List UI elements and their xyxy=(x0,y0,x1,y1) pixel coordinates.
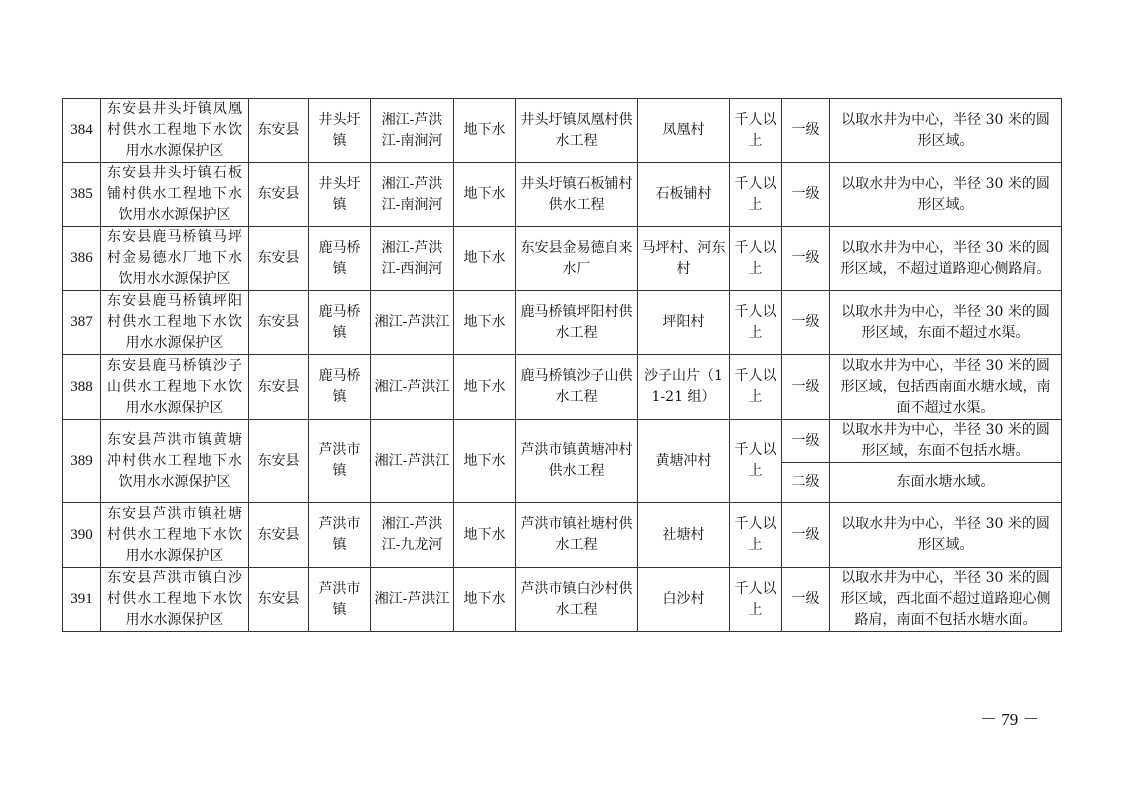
table-row xyxy=(63,568,1062,632)
scale-cell: 千人以上 xyxy=(730,568,782,632)
protection-zone-name: 东安县芦洪市镇白沙村供水工程地下水饮用水水源保护区 xyxy=(101,568,249,632)
protection-scope-cell: 以取水井为中心，半径 30 米的圆形区域，西北面不超过道路迎心侧路肩，南面不包括水塘水面。 xyxy=(830,568,1062,632)
protection-scope-cell: 以取水井为中心，半径 30 米的圆形区域。 xyxy=(830,503,1062,568)
table-row xyxy=(63,503,1062,568)
table-row xyxy=(63,163,1062,227)
river-basin-cell: 湘江-芦洪江-南涧河 xyxy=(371,163,454,227)
river-basin-cell: 湘江-芦洪江-九龙河 xyxy=(371,503,454,568)
county-cell: 东安县 xyxy=(249,568,309,632)
protection-zone-name: 东安县井头圩镇石板铺村供水工程地下水饮用水水源保护区 xyxy=(101,163,249,227)
county-cell: 东安县 xyxy=(249,291,309,355)
protection-zone-name: 东安县芦洪市镇社塘村供水工程地下水饮用水水源保护区 xyxy=(101,503,249,568)
protection-scope-cell: 东面水塘水域。 xyxy=(830,463,1062,503)
table-row xyxy=(63,291,1062,355)
protection-scope-cell: 以取水井为中心，半径 30 米的圆形区域。 xyxy=(830,99,1062,163)
county-cell: 东安县 xyxy=(249,163,309,227)
protection-scope-cell: 以取水井为中心，半径 30 米的圆形区域。 xyxy=(830,163,1062,227)
scale-cell: 千人以上 xyxy=(730,163,782,227)
scale-cell: 千人以上 xyxy=(730,291,782,355)
protection-scope-cell: 以取水井为中心，半径 30 米的圆形区域，东面不包括水塘。 xyxy=(830,420,1062,463)
service-village-cell: 社塘村 xyxy=(638,503,730,568)
river-basin-cell: 湘江-芦洪江-南涧河 xyxy=(371,99,454,163)
protection-level-cell: 一级 xyxy=(782,568,830,632)
water-project-cell: 井头圩镇石板铺村供水工程 xyxy=(516,163,638,227)
river-basin-cell: 湘江-芦洪江 xyxy=(371,568,454,632)
row-number: 384 xyxy=(63,99,101,163)
protection-level-cell: 一级 xyxy=(782,163,830,227)
scale-cell: 千人以上 xyxy=(730,503,782,568)
water-type-cell: 地下水 xyxy=(454,227,516,291)
town-cell: 井头圩镇 xyxy=(309,163,371,227)
service-village-cell: 沙子山片（11-21 组） xyxy=(638,355,730,420)
service-village-cell: 石板铺村 xyxy=(638,163,730,227)
town-cell: 芦洪市镇 xyxy=(309,503,371,568)
protection-scope-cell: 以取水井为中心，半径 30 米的圆形区域，包括西南面水塘水域，南面不超过水渠。 xyxy=(830,355,1062,420)
county-cell: 东安县 xyxy=(249,503,309,568)
protection-zone-name: 东安县芦洪市镇黄塘冲村供水工程地下水饮用水水源保护区 xyxy=(101,420,249,503)
town-cell: 芦洪市镇 xyxy=(309,420,371,503)
table-row xyxy=(63,227,1062,291)
river-basin-cell: 湘江-芦洪江 xyxy=(371,291,454,355)
scale-cell: 千人以上 xyxy=(730,355,782,420)
county-cell: 东安县 xyxy=(249,420,309,503)
water-type-cell: 地下水 xyxy=(454,163,516,227)
protection-level-cell: 一级 xyxy=(782,355,830,420)
protection-zone-table xyxy=(62,98,1062,632)
scale-cell: 千人以上 xyxy=(730,99,782,163)
water-type-cell: 地下水 xyxy=(454,355,516,420)
protection-level-cell: 一级 xyxy=(782,503,830,568)
row-number: 385 xyxy=(63,163,101,227)
row-number: 389 xyxy=(63,420,101,503)
water-project-cell: 鹿马桥镇坪阳村供水工程 xyxy=(516,291,638,355)
row-number: 386 xyxy=(63,227,101,291)
row-number: 391 xyxy=(63,568,101,632)
town-cell: 鹿马桥镇 xyxy=(309,227,371,291)
protection-scope-cell: 以取水井为中心，半径 30 米的圆形区域，东面不超过水渠。 xyxy=(830,291,1062,355)
water-type-cell: 地下水 xyxy=(454,99,516,163)
row-number: 387 xyxy=(63,291,101,355)
service-village-cell: 凤凰村 xyxy=(638,99,730,163)
table-body xyxy=(63,99,1062,632)
row-number: 388 xyxy=(63,355,101,420)
county-cell: 东安县 xyxy=(249,355,309,420)
water-type-cell: 地下水 xyxy=(454,291,516,355)
service-village-cell: 坪阳村 xyxy=(638,291,730,355)
scale-cell: 千人以上 xyxy=(730,227,782,291)
protection-level-cell: 一级 xyxy=(782,99,830,163)
water-project-cell: 鹿马桥镇沙子山供水工程 xyxy=(516,355,638,420)
water-project-cell: 东安县金易德自来水厂 xyxy=(516,227,638,291)
row-number: 390 xyxy=(63,503,101,568)
town-cell: 芦洪市镇 xyxy=(309,568,371,632)
water-type-cell: 地下水 xyxy=(454,420,516,503)
river-basin-cell: 湘江-芦洪江-西涧河 xyxy=(371,227,454,291)
protection-zone-name: 东安县鹿马桥镇坪阳村供水工程地下水饮用水水源保护区 xyxy=(101,291,249,355)
water-project-cell: 芦洪市镇社塘村供水工程 xyxy=(516,503,638,568)
table-row xyxy=(63,420,1062,463)
water-type-cell: 地下水 xyxy=(454,568,516,632)
table-row xyxy=(63,355,1062,420)
water-project-cell: 芦洪市镇黄塘冲村供水工程 xyxy=(516,420,638,503)
water-project-cell: 芦洪市镇白沙村供水工程 xyxy=(516,568,638,632)
protection-level-cell: 一级 xyxy=(782,227,830,291)
page-number: － 79 － xyxy=(980,710,1040,729)
protection-zone-name: 东安县鹿马桥镇沙子山供水工程地下水饮用水水源保护区 xyxy=(101,355,249,420)
town-cell: 井头圩镇 xyxy=(309,99,371,163)
protection-zone-name: 东安县鹿马桥镇马坪村金易德水厂地下水饮用水水源保护区 xyxy=(101,227,249,291)
protection-zone-name: 东安县井头圩镇凤凰村供水工程地下水饮用水水源保护区 xyxy=(101,99,249,163)
service-village-cell: 马坪村、河东村 xyxy=(638,227,730,291)
county-cell: 东安县 xyxy=(249,227,309,291)
protection-level-cell: 一级 xyxy=(782,420,830,463)
service-village-cell: 黄塘冲村 xyxy=(638,420,730,503)
water-type-cell: 地下水 xyxy=(454,503,516,568)
service-village-cell: 白沙村 xyxy=(638,568,730,632)
protection-level-cell: 一级 xyxy=(782,291,830,355)
scale-cell: 千人以上 xyxy=(730,420,782,503)
water-project-cell: 井头圩镇凤凰村供水工程 xyxy=(516,99,638,163)
river-basin-cell: 湘江-芦洪江 xyxy=(371,355,454,420)
protection-scope-cell: 以取水井为中心，半径 30 米的圆形区域，不超过道路迎心侧路肩。 xyxy=(830,227,1062,291)
river-basin-cell: 湘江-芦洪江 xyxy=(371,420,454,503)
town-cell: 鹿马桥镇 xyxy=(309,291,371,355)
county-cell: 东安县 xyxy=(249,99,309,163)
protection-level-cell: 二级 xyxy=(782,463,830,503)
table-row xyxy=(63,99,1062,163)
town-cell: 鹿马桥镇 xyxy=(309,355,371,420)
